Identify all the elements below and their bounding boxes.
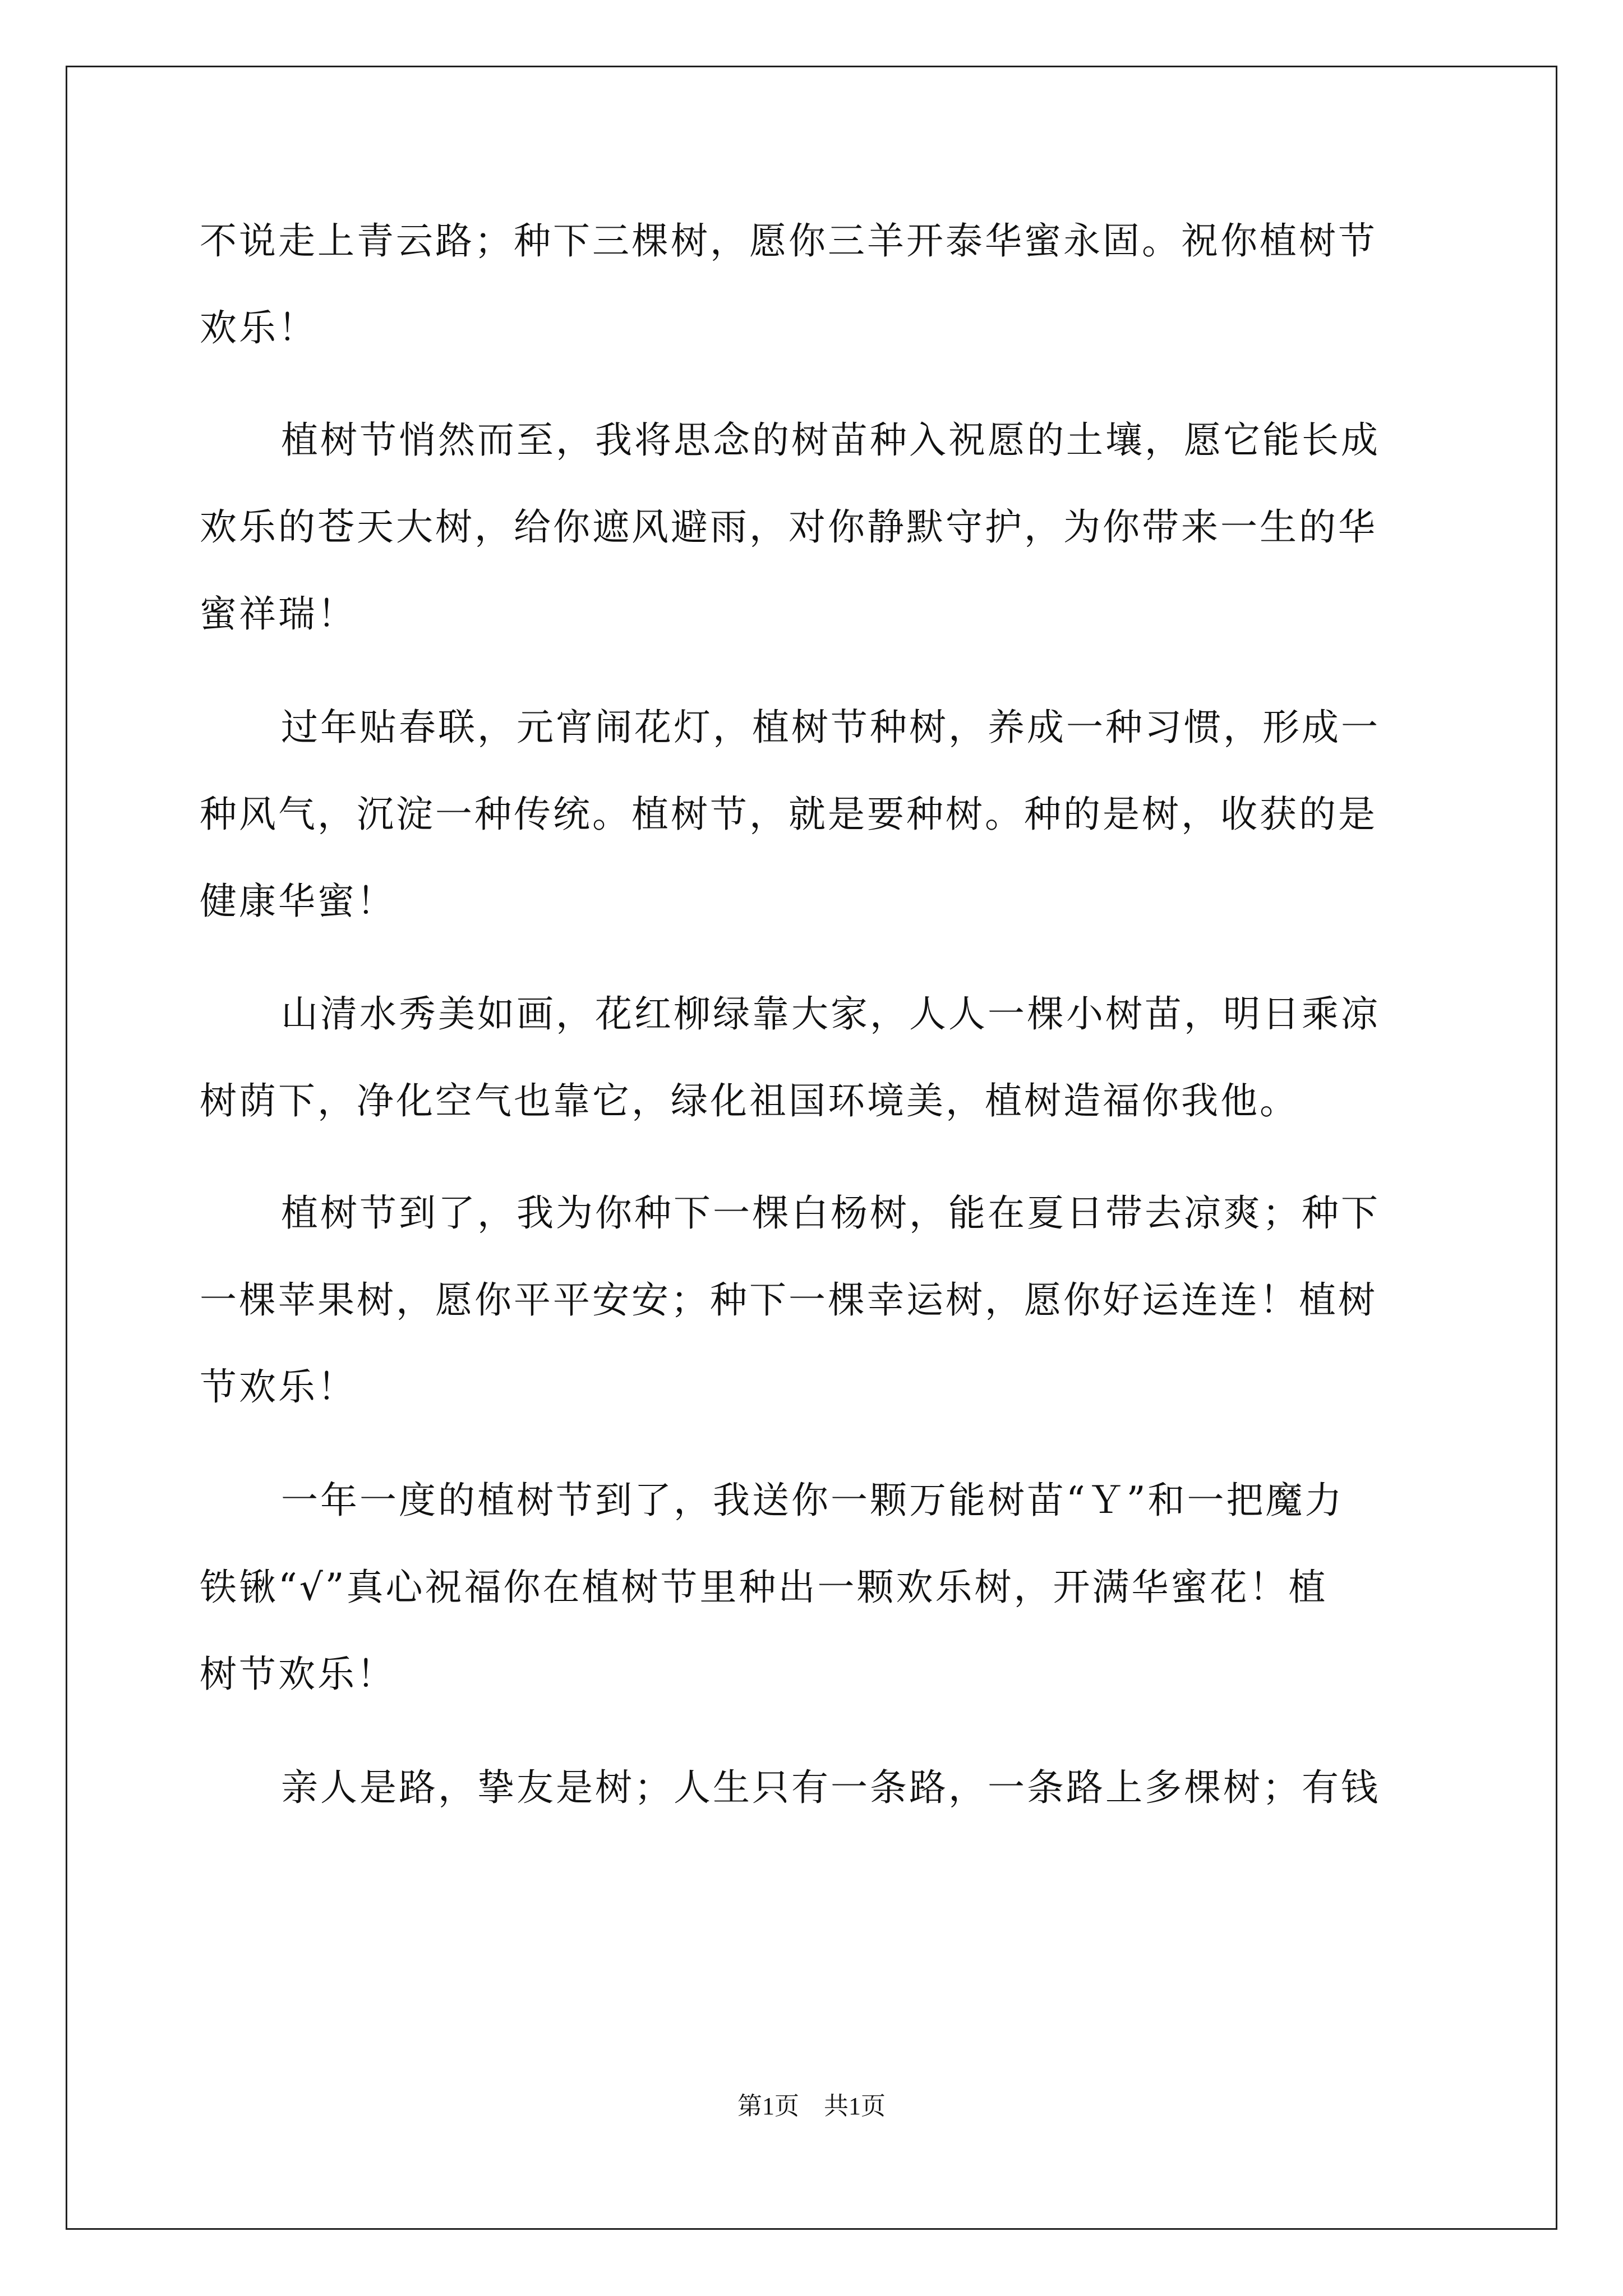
text-line: 蜜祥瑞！ — [200, 592, 357, 636]
paragraph-first-line: 植树节悄然而至，我将思念的树苗种入祝愿的土壤，愿它能长成 — [281, 418, 1380, 462]
text-line: 树节欢乐！ — [200, 1653, 396, 1696]
text-line: 欢乐的苍天大树，给你遮风避雨，对你静默守护，为你带来一生的华 — [200, 505, 1377, 549]
page-border — [66, 66, 1557, 2230]
page-total: 共1页 — [824, 2092, 886, 2120]
page-number: 第1页 — [737, 2092, 799, 2120]
paragraph-first-line: 过年贴春联，元宵闹花灯，植树节种树，养成一种习惯，形成一 — [281, 706, 1380, 749]
text-line: 树荫下，净化空气也靠它，绿化祖国环境美，植树造福你我他。 — [200, 1079, 1299, 1122]
paragraph-first-line: 一年一度的植树节到了，我送你一颗万能树苗“Ｙ”和一把魔力 — [281, 1479, 1344, 1522]
text-line: 铁锹“√”真心祝福你在植树节里种出一颗欢乐树，开满华蜜花！植 — [200, 1566, 1328, 1609]
text-line: 一棵苹果树，愿你平平安安；种下一棵幸运树，愿你好运连连！植树 — [200, 1278, 1377, 1322]
text-line: 节欢乐！ — [200, 1365, 357, 1409]
paragraph-first-line: 亲人是路，挚友是树；人生只有一条路，一条路上多棵树；有钱 — [281, 1766, 1380, 1809]
paragraph-first-line: 山清水秀美如画，花红柳绿靠大家，人人一棵小树苗，明日乘凉 — [281, 992, 1380, 1036]
text-line: 健康华蜜！ — [200, 880, 396, 923]
text-line: 欢乐！ — [200, 306, 317, 349]
text-line: 种风气，沉淀一种传统。植树节，就是要种树。种的是树，收获的是 — [200, 793, 1377, 836]
text-line: 不说走上青云路；种下三棵树，愿你三羊开泰华蜜永固。祝你植树节 — [200, 219, 1377, 263]
paragraph-first-line: 植树节到了，我为你种下一棵白杨树，能在夏日带去凉爽；种下 — [281, 1191, 1380, 1235]
page-footer — [0, 2090, 1623, 2123]
